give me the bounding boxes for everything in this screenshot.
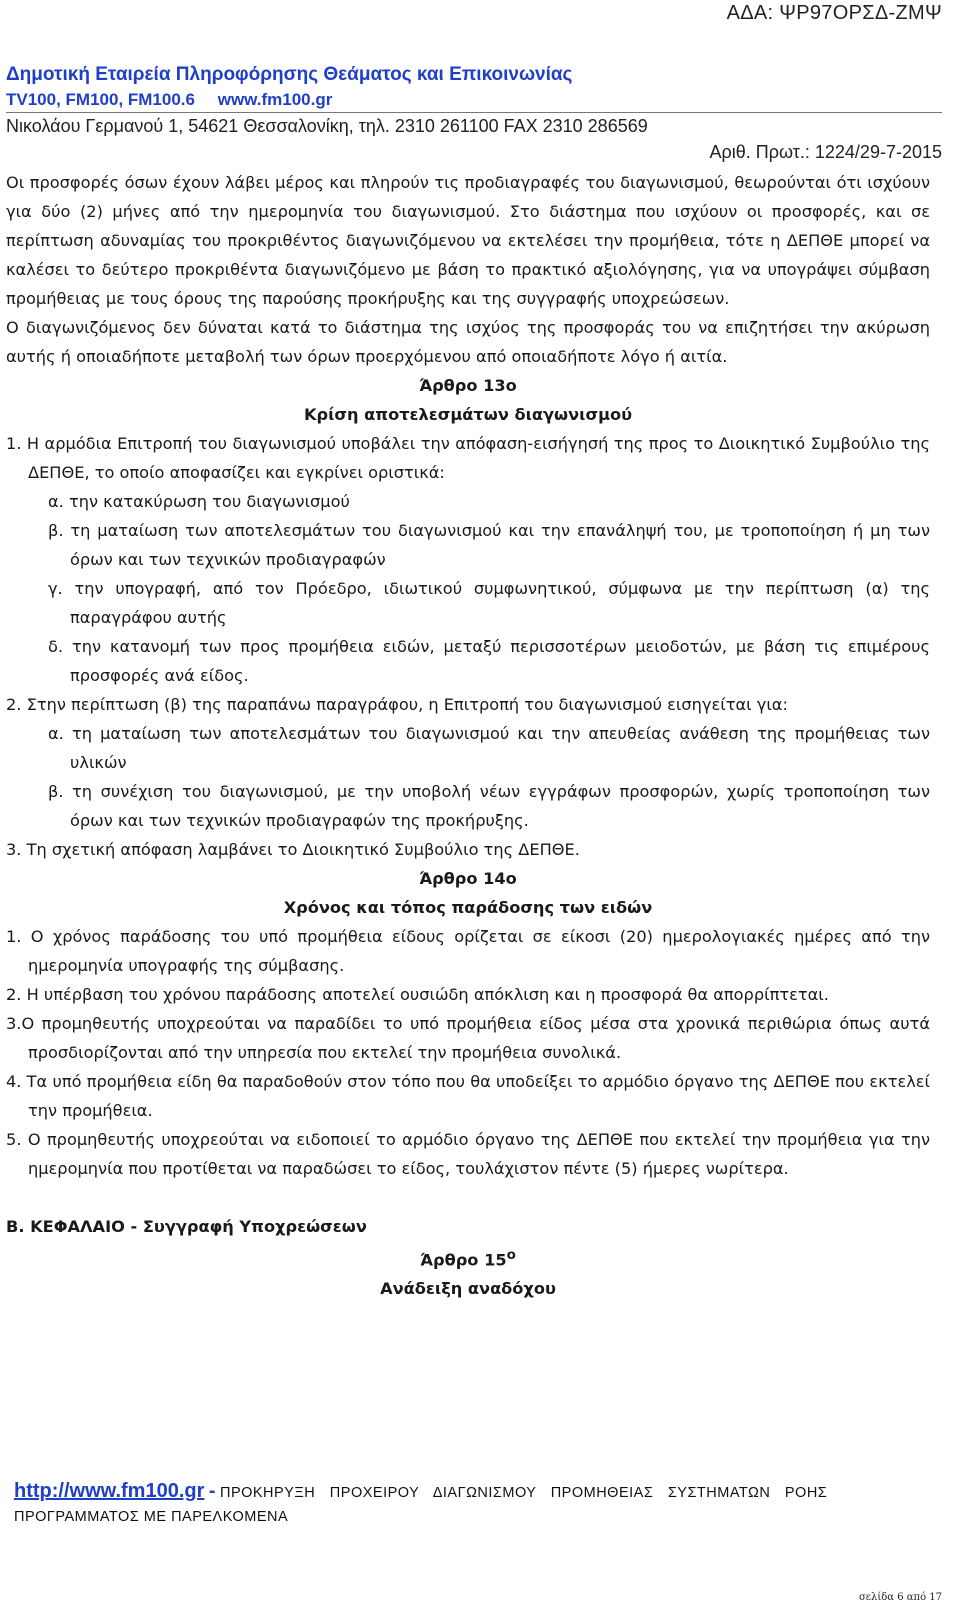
footer-document-title-line-2: ΠΡΟΓΡΑΜΜΑΤΟΣ ΜΕ ΠΑΡΕΛΚΟΜΕΝΑ [14,1509,289,1525]
article-15-title-superscript: ο [506,1247,516,1263]
article-14-item-3: 3.Ο προμηθευτής υποχρεούται να παραδίδει το υπό προμήθεια είδος μέσα στα χρονικά περιθώρια όπως αυτά προσδιορίζονται από την υπηρεσία που εκτελεί την προμήθεια συνολικά. [6,1014,930,1062]
header-stations-line [6,90,332,110]
ada-code: ΑΔΑ: ΨΡ97ΟΡΣΔ-ΖΜΨ [726,2,942,24]
footer-website-link[interactable]: http://www.fm100.gr [14,1480,205,1502]
article-14-item-5: 5. Ο προμηθευτής υποχρεούται να ειδοποιεί το αρμόδιο όργανο της ΔΕΠΘΕ που εκτελεί την προμήθεια για την ημερομηνία που προτίθεται να παραδώσει το είδος, τουλάχιστον πέντε (5) ήμερες νωρίτερα. [6,1130,930,1178]
article-13-item-1b: β. τη ματαίωση των αποτελεσμάτων του διαγωνισμού και την επανάληψή του, με τροποποίηση ή μη των όρων και των τεχνικών προδιαγραφών [48,521,930,569]
paragraph-no-cancellation: Ο διαγωνιζόμενος δεν δύναται κατά το διάστημα της ισχύος της προσφοράς του να επιζητήσει την ακύρωση αυτής ή οποιαδήποτε μεταβολή των όρων προερχόμενου από οποιαδήποτε λόγο ή αιτία. [6,318,930,366]
footer-line-1 [14,1480,930,1503]
header-divider [6,112,942,113]
article-13-title: Άρθρο 13ο [419,376,517,395]
chapter-heading: Β. ΚΕΦΑΛΑΙΟ - Συγγραφή Υποχρεώσεων [6,1217,367,1236]
article-14-item-2: 2. Η υπέρβαση του χρόνου παράδοσης αποτελεί ουσιώδη απόκλιση και η προσφορά θα απορρίπτεται. [6,985,829,1004]
footer-document-title: ΠΡΟΚΗΡΥΞΗ ΠΡΟΧΕΙΡΟΥ ΔΙΑΓΩΝΙΣΜΟΥ ΠΡΟΜΗΘΕΙΑΣ ΣΥΣΤΗΜΑΤΩΝ ΡΟΗΣ [219,1485,828,1501]
article-14-subtitle: Χρόνος και τόπος παράδοσης των ειδών [283,898,653,917]
article-14-title: Άρθρο 14ο [419,869,517,888]
header-website-link[interactable]: www.fm100.gr [217,90,333,109]
article-15-title-text: Άρθρο 15 [420,1250,507,1270]
page-footer [14,1480,930,1525]
article-13-subtitle: Κρίση αποτελεσμάτων διαγωνισμού [303,405,633,424]
footer-dash: - [208,1480,216,1502]
stations: TV100, FM100, FM100.6 [6,90,195,109]
document-body [6,168,930,1303]
protocol-number: Αριθ. Πρωτ.: 1224/29-7-2015 [709,142,942,162]
article-15-title [6,1241,930,1274]
organization-address: Νικολάου Γερμανού 1, 54621 Θεσσαλονίκη, τηλ. 2310 261100 FAX 2310 286569 [6,116,648,136]
article-15-subtitle: Ανάδειξη αναδόχου [380,1279,556,1299]
article-13-item-2a: α. τη ματαίωση των αποτελεσμάτων του διαγωνισμού και την απευθείας ανάθεση της προμήθειας των υλικών [48,724,930,772]
article-13-item-3: 3. Τη σχετική απόφαση λαμβάνει το Διοικητικό Συμβούλιο της ΔΕΠΘΕ. [6,840,580,859]
article-13-item-1: 1. Η αρμόδια Επιτροπή του διαγωνισμού υποβάλει την απόφαση-εισήγησή της προς το Διοικητικό Συμβούλιο της ΔΕΠΘΕ, το οποίο αποφασίζει και εγκρίνει οριστικά: [6,434,930,482]
article-13-item-1d: δ. την κατανομή των προς προμήθεια ειδών, μεταξύ περισσοτέρων μειοδοτών, με βάση τις επιμέρους προσφορές ανά είδος. [48,637,930,685]
article-13-item-2b: β. τη συνέχιση του διαγωνισμού, με την υποβολή νέων εγγράφων προσφορών, χωρίς τροποποίηση των όρων και των τεχνικών προδιαγραφών της προκήρυξης. [48,782,930,830]
article-14-item-1: 1. Ο χρόνος παράδοσης του υπό προμήθεια είδους ορίζεται σε είκοσι (20) ημερολογιακές ημέρες από την ημερομηνία υπογραφής της σύμβασης. [6,927,930,975]
article-13-item-1c: γ. την υπογραφή, από τον Πρόεδρο, ιδιωτικού συμφωνητικού, σύμφωνα με την περίπτωση (α) της παραγράφου αυτής [48,579,930,627]
organization-name: Δημοτική Εταιρεία Πληροφόρησης Θεάματος και Επικοινωνίας [6,64,573,85]
page-number: σελίδα 6 από 17 [858,1592,942,1603]
article-13-item-1a: α. την κατακύρωση του διαγωνισμού [48,492,350,511]
article-13-item-2: 2. Στην περίπτωση (β) της παραπάνω παραγράφου, η Επιτροπή του διαγωνισμού εισηγείται για: [6,695,788,714]
paragraph-offer-validity: Οι προσφορές όσων έχουν λάβει μέρος και πληρούν τις προδιαγραφές του διαγωνισμού, θεωρούνται ότι ισχύουν για δύο (2) μήνες από την ημερομηνία του διαγωνισμού. Στο διάστημα που ισχύουν οι προσφορές, και σε περίπτωση αδυναμίας του προκριθέντος διαγωνιζόμενου να εκτελέσει την προμήθεια, τότε η ΔΕΠΘΕ μπορεί να καλέσει το δεύτερο προκριθέντα διαγωνιζόμενο με βάση το πρακτικό αξιολόγησης, για να υπογράψει σύμβαση προμήθειας με τους όρους της παρούσης προκήρυξης και της συγγραφής υποχρεώσεων. [6,173,930,308]
article-14-item-4: 4. Τα υπό προμήθεια είδη θα παραδοθούν στον τόπο που θα υποδείξει το αρμόδιο όργανο της ΔΕΠΘΕ που εκτελεί την προμήθεια. [6,1072,930,1120]
